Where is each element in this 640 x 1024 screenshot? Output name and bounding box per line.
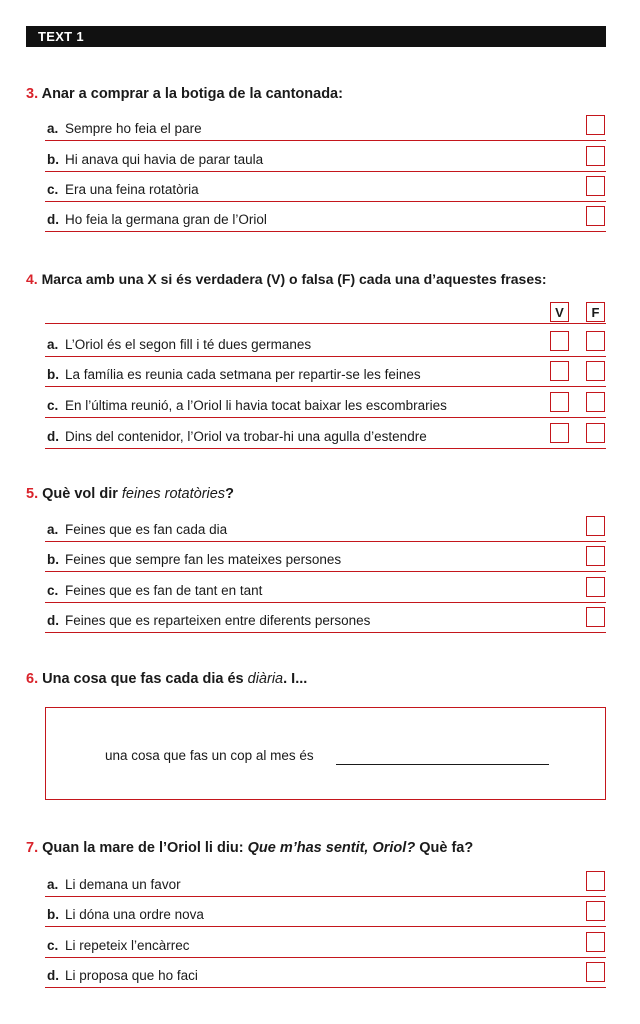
question-3-option-b [45, 144, 606, 172]
option-text: Feines que es fan de tant en tant [65, 583, 263, 598]
option-text: En l’última reunió, a l’Oriol li havia tocat baixar les escombraries [65, 398, 447, 413]
question-7-option-c [45, 930, 606, 958]
option-letter: c. [47, 938, 59, 953]
question-7-option-b [45, 899, 606, 927]
option-text: Feines que es fan cada dia [65, 522, 228, 537]
answer-checkbox[interactable] [586, 871, 605, 891]
question-5-option-d [45, 605, 606, 633]
question-4-title [26, 271, 547, 287]
option-letter: a. [47, 337, 59, 352]
option-text: Li proposa que ho faci [65, 968, 198, 983]
option-text: Hi anava qui havia de parar taula [65, 152, 264, 167]
option-letter: d. [47, 613, 59, 628]
question-7-text-post: Què fa? [415, 840, 474, 856]
option-letter: c. [47, 583, 59, 598]
option-text: Dins del contenidor, l’Oriol va trobar-hi una agulla d’estendre [65, 429, 427, 444]
question-6-title [26, 671, 307, 687]
question-3-option-c [45, 174, 606, 202]
option-text: Feines que es reparteixen entre diferents persones [65, 613, 371, 628]
option-text: Feines que sempre fan les mateixes persones [65, 552, 342, 567]
option-letter: a. [47, 522, 59, 537]
question-5-text-em: feines rotatòries [121, 486, 226, 502]
answer-prompt: una cosa que fas un cop al mes és [105, 748, 314, 763]
option-text: La família es reunia cada setmana per repartir-se les feines [65, 367, 421, 382]
option-letter: c. [47, 398, 59, 413]
answer-checkbox[interactable] [586, 607, 605, 627]
false-column-header: F [586, 302, 605, 322]
option-text: L’Oriol és el segon fill i té dues germanes [65, 337, 312, 352]
option-text: Li demana un favor [65, 877, 181, 892]
answer-checkbox[interactable] [586, 932, 605, 952]
question-6-number: 6. [26, 671, 39, 687]
question-4-statement-b [45, 359, 606, 387]
question-7-text-pre: Quan la mare de l’Oriol li diu: [42, 840, 248, 856]
question-3-text: Anar a comprar a la botiga de la cantonada: [41, 86, 343, 102]
question-4-number: 4. [26, 271, 38, 287]
option-letter: a. [47, 877, 59, 892]
question-7-number: 7. [26, 840, 39, 856]
option-letter: d. [47, 429, 59, 444]
answer-checkbox[interactable] [586, 206, 605, 226]
option-letter: b. [47, 907, 59, 922]
option-letter: b. [47, 552, 59, 567]
false-checkbox[interactable] [586, 392, 605, 412]
true-checkbox[interactable] [550, 331, 569, 351]
question-6-text-pre: Una cosa que fas cada dia és [42, 671, 248, 687]
option-letter: d. [47, 968, 59, 983]
question-7-option-a [45, 869, 606, 897]
option-text: Li dóna una ordre nova [65, 907, 204, 922]
question-4-statement-c [45, 390, 606, 418]
section-header-bar [26, 26, 606, 47]
question-3-title [26, 86, 343, 102]
true-column-header: V [550, 302, 569, 322]
question-6-text-em: diària [247, 671, 284, 687]
option-text: Li repeteix l’encàrrec [65, 938, 190, 953]
question-5-option-b [45, 544, 606, 572]
question-5-option-c [45, 575, 606, 603]
question-3-option-d [45, 204, 606, 232]
option-text: Ho feia la germana gran de l’Oriol [65, 212, 267, 227]
question-5-text-post: ? [225, 486, 234, 502]
question-5-number: 5. [26, 486, 39, 502]
false-checkbox[interactable] [586, 423, 605, 443]
answer-checkbox[interactable] [586, 115, 605, 135]
answer-checkbox[interactable] [586, 901, 605, 921]
false-checkbox[interactable] [586, 331, 605, 351]
option-letter: b. [47, 367, 59, 382]
section-header-label: TEXT 1 [38, 29, 84, 44]
answer-checkbox[interactable] [586, 577, 605, 597]
answer-checkbox[interactable] [586, 962, 605, 982]
answer-checkbox[interactable] [586, 146, 605, 166]
question-5-title [26, 486, 234, 502]
question-7-title [26, 840, 473, 856]
question-5-text-pre: Què vol dir [42, 486, 122, 502]
option-letter: a. [47, 121, 59, 136]
false-checkbox[interactable] [586, 361, 605, 381]
answer-blank-line[interactable] [336, 764, 549, 765]
question-4-statement-a [45, 329, 606, 357]
option-letter: b. [47, 152, 59, 167]
question-7-text-em: Que m’has sentit, Oriol? [247, 840, 416, 856]
question-6-text-post: . I... [283, 671, 308, 687]
question-4-statement-d [45, 421, 606, 449]
answer-checkbox[interactable] [586, 176, 605, 196]
true-checkbox[interactable] [550, 361, 569, 381]
question-4-text: Marca amb una X si és verdadera (V) o falsa (F) cada una d’aquestes frases: [41, 271, 547, 287]
option-letter: d. [47, 212, 59, 227]
vf-header-line [45, 323, 606, 324]
question-3-number: 3. [26, 86, 39, 102]
option-text: Sempre ho feia el pare [65, 121, 202, 136]
option-text: Era una feina rotatòria [65, 182, 199, 197]
question-7-option-d [45, 960, 606, 988]
option-letter: c. [47, 182, 59, 197]
true-checkbox[interactable] [550, 392, 569, 412]
answer-checkbox[interactable] [586, 546, 605, 566]
true-checkbox[interactable] [550, 423, 569, 443]
question-3-option-a [45, 113, 606, 141]
answer-checkbox[interactable] [586, 516, 605, 536]
question-5-option-a [45, 514, 606, 542]
answer-box [45, 707, 606, 800]
